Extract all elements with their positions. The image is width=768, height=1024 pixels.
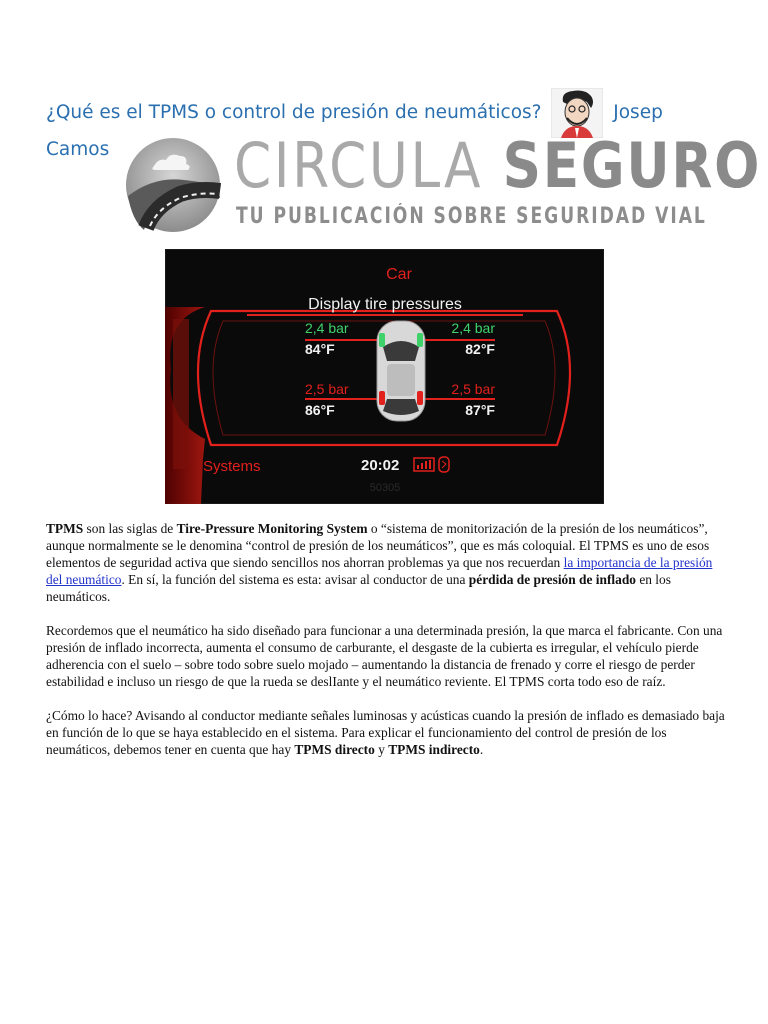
term-tire-pressure-monitoring-system: Tire-Pressure Monitoring System	[176, 521, 368, 536]
display-heading: Display tire pressures	[308, 296, 462, 313]
brand-wordmark	[234, 129, 762, 202]
term-pressure-loss: pérdida de presión de inflado	[468, 572, 636, 587]
rear-right-pressure: 2,5 bar	[451, 381, 495, 397]
front-right-pressure: 2,4 bar	[451, 320, 495, 336]
term-tpms: TPMS	[46, 521, 84, 536]
menu-systems: Systems	[203, 458, 261, 475]
tpms-dashboard-image	[165, 249, 604, 504]
car-topview-icon	[377, 321, 425, 421]
front-left-tire-indicator	[379, 333, 385, 347]
rear-right-tire-indicator	[417, 391, 423, 405]
paragraph-1: TPMS son las siglas de Tire-Pressure Monitoring System o “sistema de monitorización de la presión de los neumáticos”, aunque normalmente se le denomina “control de presión de los neumáticos”, que es más coloquial. El TPMS es uno de esos elementos de seguridad activa que siendo sencillos nos ahorran problemas ya que nos recuerdan la importancia de la presión del neumático. En sí, la función del sistema es esta: avisar al conductor de una pérdida de presión de inflado en los neumáticos.	[46, 521, 713, 604]
term-tpms-indirect: TPMS indirecto	[388, 742, 480, 757]
brand-word-bold: SEGURO	[502, 129, 762, 202]
article-title[interactable]: ¿Qué es el TPMS o control de presión de neumáticos?	[46, 102, 542, 123]
tire-pressure-importance-link[interactable]: la importancia de la presión del neumático	[46, 555, 713, 587]
brand-tagline: TU PUBLICACIÓN SOBRE SEGURIDAD VIAL	[236, 204, 707, 229]
paragraph-2: Recordemos que el neumático ha sido diseñado para funcionar a una determinada presión, la que marca el fabricante. Con una presión de inflado incorrecta, aumenta el consumo de carburante, el desgaste de la cubierta es irregular, el vehículo pierde adherencia con el suelo – sobre todo sobre suelo mojado – aumentando la distancia de frenado y corre el riesgo de perder estabilidad e incluso un riesgo de que la rueda se deslIante y el neumático reviente. El TPMS corta todo eso de raíz.	[46, 623, 723, 689]
circula-seguro-banner	[124, 129, 762, 234]
paragraph-3: ¿Cómo lo hace? Avisando al conductor mediante señales luminosas y acústicas cuando la presión de inflado es demasiado baja en función de lo que se haya establecido en el sistema. Para explicar el funcionamiento del control de presión de los neumáticos, debemos tener en cuenta que hay TPMS directo y TPMS indirecto.	[46, 708, 725, 757]
front-right-tire-indicator	[417, 333, 423, 347]
author-first-name[interactable]: Josep	[613, 102, 663, 123]
author-last-name[interactable]: Camos	[46, 139, 110, 160]
dash-ghost-text: 50305	[369, 482, 401, 494]
brand-word-light: CIRCULA	[234, 129, 484, 202]
road-logo-icon	[124, 136, 222, 234]
article-body	[46, 520, 726, 775]
dash-clock: 20:02	[361, 457, 400, 474]
menu-title-car: Car	[386, 266, 412, 283]
rear-left-tire-indicator	[379, 391, 385, 405]
rear-left-temp: 86°F	[305, 402, 335, 418]
front-right-temp: 82°F	[465, 341, 495, 357]
rear-right-temp: 87°F	[465, 402, 495, 418]
front-left-pressure: 2,4 bar	[305, 320, 349, 336]
term-tpms-direct: TPMS directo	[294, 742, 375, 757]
front-left-temp: 84°F	[305, 341, 335, 357]
rear-left-pressure: 2,5 bar	[305, 381, 349, 397]
